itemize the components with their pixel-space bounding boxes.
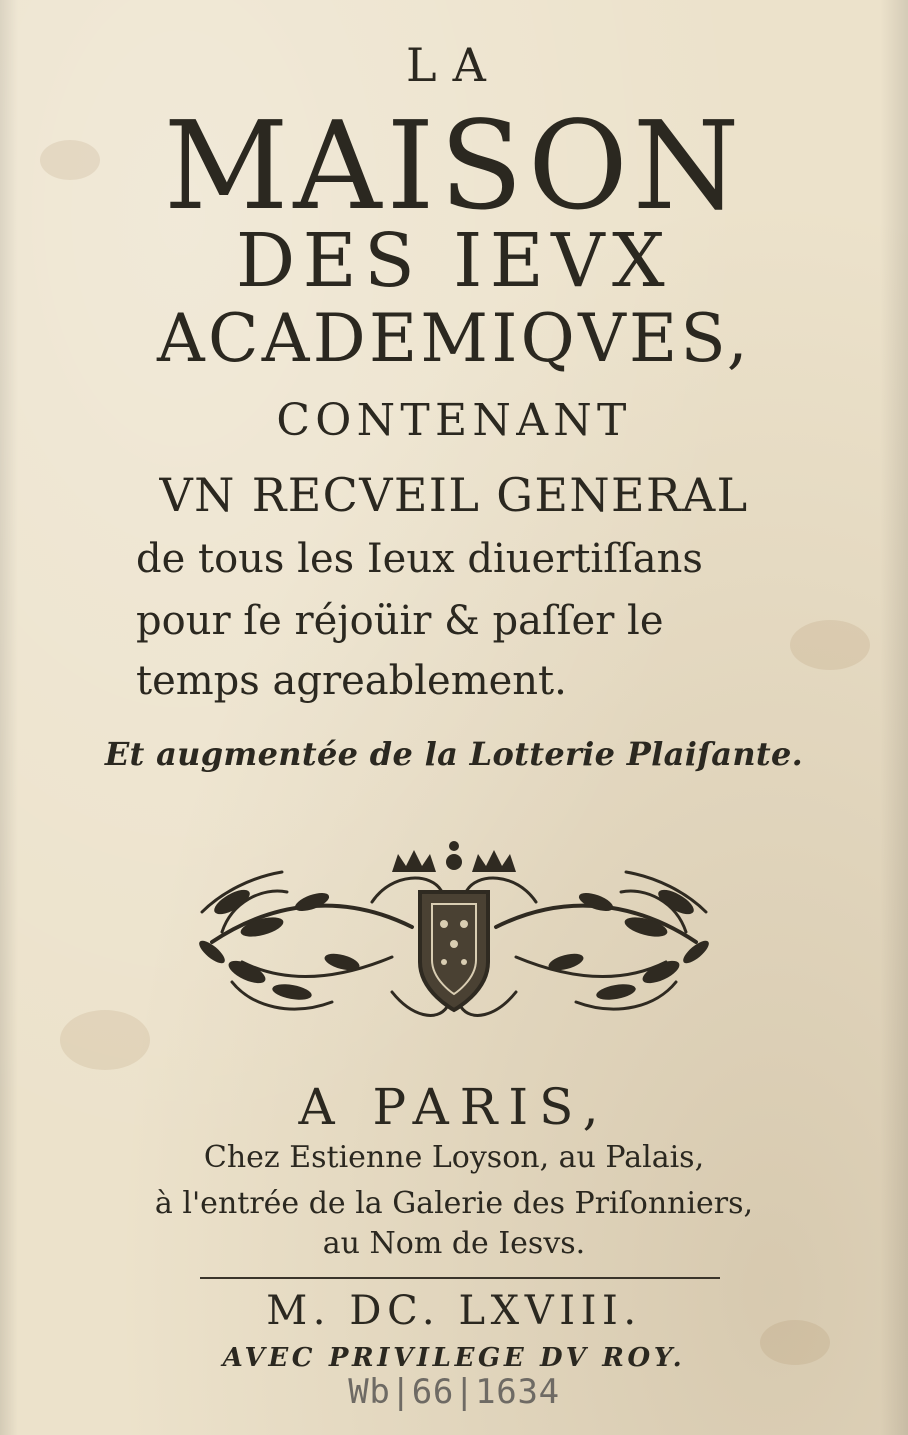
subtitle-recueil: VN RECVEIL GENERAL bbox=[159, 468, 749, 522]
imprint-date: M. DC. LXVIII. bbox=[266, 1288, 642, 1334]
imprint-publisher: Chez Estienne Loyson, au Palais, bbox=[203, 1140, 705, 1175]
imprint-city: A PARIS, bbox=[298, 1078, 610, 1136]
imprint-location: à l'entrée de la Galerie des Priſonniers, bbox=[154, 1186, 754, 1221]
imprint-privilege: AVEC PRIVILEGE DV ROY. bbox=[222, 1343, 686, 1373]
subtitle-line-pour: pour ſe réjoüir & paſſer le bbox=[136, 598, 664, 644]
subtitle-line-tous: de tous les Ieux diuertiſſans bbox=[136, 536, 703, 582]
divider-rule bbox=[200, 1277, 720, 1279]
title-line-maison: MAISON bbox=[163, 95, 745, 237]
pencil-shelfmark: Wb|66|1634 bbox=[348, 1372, 560, 1412]
title-line-la: LA bbox=[406, 38, 502, 92]
floral-crest-vignette-icon bbox=[192, 832, 716, 1032]
title-line-academiques: ACADEMIQVES, bbox=[157, 300, 751, 377]
subtitle-contenant: CONTENANT bbox=[276, 395, 632, 446]
subtitle-line-temps: temps agreablement. bbox=[136, 658, 567, 704]
imprint-sign: au Nom de Iesvs. bbox=[322, 1226, 586, 1261]
paper-stain bbox=[60, 1010, 150, 1070]
title-line-des-ieux: DES IEVX bbox=[235, 218, 673, 304]
subtitle-augmentee: Et augmentée de la Lotterie Plaiſante. bbox=[104, 735, 804, 773]
